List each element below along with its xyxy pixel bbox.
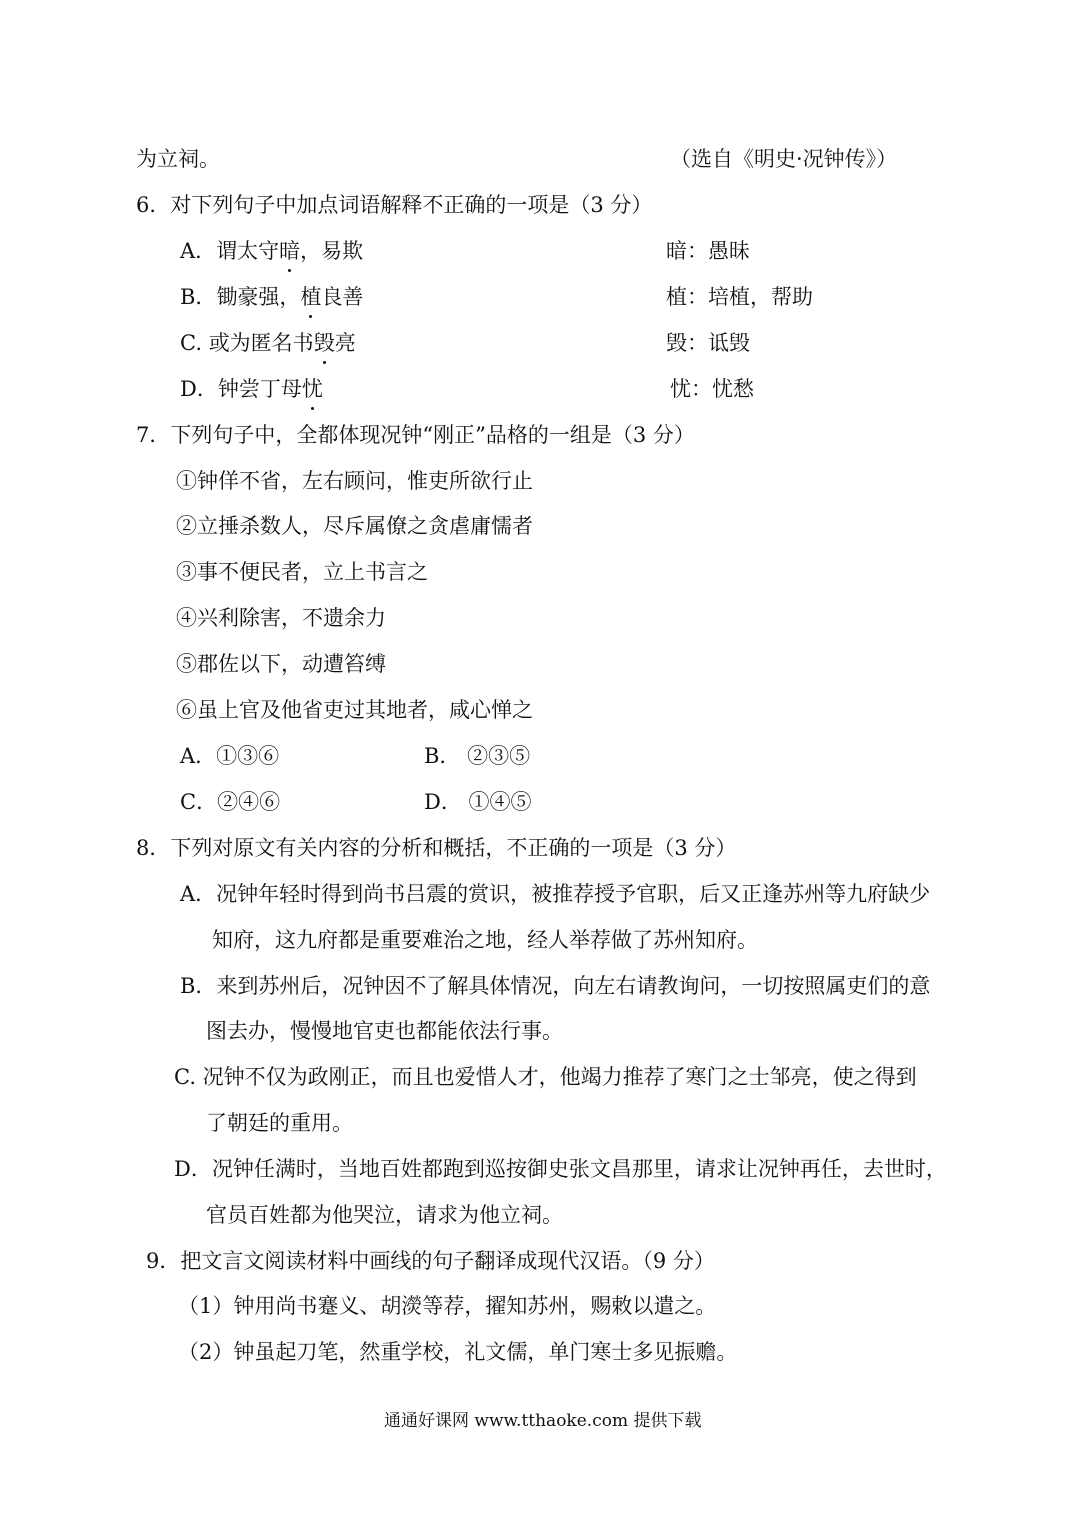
q6-option-b [180,283,363,311]
q9-item-2: （2）钟虽起刀笔，然重学校，礼文儒，单门寒士多见振赡。 [178,1340,738,1364]
q7-choice-c [180,788,280,816]
choice-value: ①④⑤ [468,790,532,814]
choice-label: B． [424,744,461,768]
q8-option-c-line1: C. 况钟不仅为政刚正，而且也爱惜人才，他竭力推荐了寒门之士邹亮，使之得到 [174,1065,917,1089]
q7-stem: 7．下列句子中，全都体现况钟“刚正”品格的一组是（3 分） [136,423,695,447]
dotted-word: 暗 [279,239,301,263]
q8-option-a-line1: A．况钟年轻时得到尚书吕震的赏识，被推荐授予官职，后又正逢苏州等九府缺少 [180,882,931,906]
choice-value: ②③⑤ [467,744,531,768]
dotted-word: 忧 [301,377,323,401]
choice-label: C． [180,790,218,814]
choice-value: ②④⑥ [217,790,281,814]
q7-item-6: ⑥虽上官及他省吏过其地者，咸心惮之 [176,698,533,722]
q6-option-a [180,237,363,265]
q7-choice-d [424,788,532,816]
option-label: D． [180,377,218,401]
option-text-post: 良善 [321,285,364,309]
page-footer: 通通好课网 www.tthaoke.com 提供下载 [384,1411,702,1431]
option-text-pre: 钟尝丁母 [217,377,302,401]
q6-gloss-d: 忧：忧愁 [670,377,754,401]
q8-option-d-line2: 官员百姓都为他哭泣，请求为他立祠。 [206,1203,563,1227]
option-label: A． [180,239,217,263]
q9-item-1: （1）钟用尚书蹇义、胡濙等荐，擢知苏州，赐敕以遣之。 [178,1294,717,1318]
passage-end: 为立祠。 [136,147,220,171]
q6-option-d [180,375,323,403]
dotted-word: 毁 [313,331,335,355]
option-text-pre: 锄豪强， [216,285,301,309]
q6-option-c [180,329,356,357]
q8-stem: 8．下列对原文有关内容的分析和概括，不正确的一项是（3 分） [136,836,737,860]
q8-option-c-line2: 了朝廷的重用。 [206,1111,353,1135]
option-text-post: ，易欺 [300,239,364,263]
q8-option-a-line2: 知府，这九府都是重要难治之地，经人举荐做了苏州知府。 [212,928,758,952]
dotted-word: 植 [300,285,322,309]
q8-option-b-line2: 图去办，慢慢地官吏也都能依法行事。 [206,1019,563,1043]
q7-item-5: ⑤郡佐以下，动遭笞缚 [176,652,386,676]
q7-item-4: ④兴利除害，不遗余力 [176,606,386,630]
q8-option-d-line1: D．况钟任满时，当地百姓都跑到巡按御史张文昌那里，请求让况钟再任，去世时， [174,1157,947,1181]
q6-gloss-a: 暗：愚昧 [666,239,750,263]
q7-item-3: ③事不便民者，立上书言之 [176,560,428,584]
q6-gloss-b: 植：培植，帮助 [666,285,813,309]
option-text-pre: 或为匿名书 [208,331,314,355]
q6-stem: 6．对下列句子中加点词语解释不正确的一项是（3 分） [136,193,653,217]
option-label: B． [180,285,217,309]
choice-value: ①③⑥ [216,744,280,768]
option-text-pre: 谓太守 [216,239,280,263]
choice-label: A． [180,744,217,768]
option-label: C. [180,331,202,355]
q8-option-b-line1: B．来到苏州后，况钟因不了解具体情况，向左右请教询问，一切按照属吏们的意 [180,974,931,998]
q6-gloss-c: 毁：诋毁 [666,331,750,355]
passage-source: （选自《明史·况钟传》） [670,147,898,171]
q7-item-2: ②立捶杀数人，尽斥属僚之贪虐庸懦者 [176,514,533,538]
q7-choice-a [180,742,279,770]
option-text-post: 亮 [334,331,356,355]
choice-label: D． [424,790,462,814]
q9-stem: 9．把文言文阅读材料中画线的句子翻译成现代汉语。（9 分） [146,1249,715,1273]
q7-item-1: ①钟佯不省，左右顾问，惟吏所欲行止 [176,469,533,493]
q7-choice-b [424,742,530,770]
